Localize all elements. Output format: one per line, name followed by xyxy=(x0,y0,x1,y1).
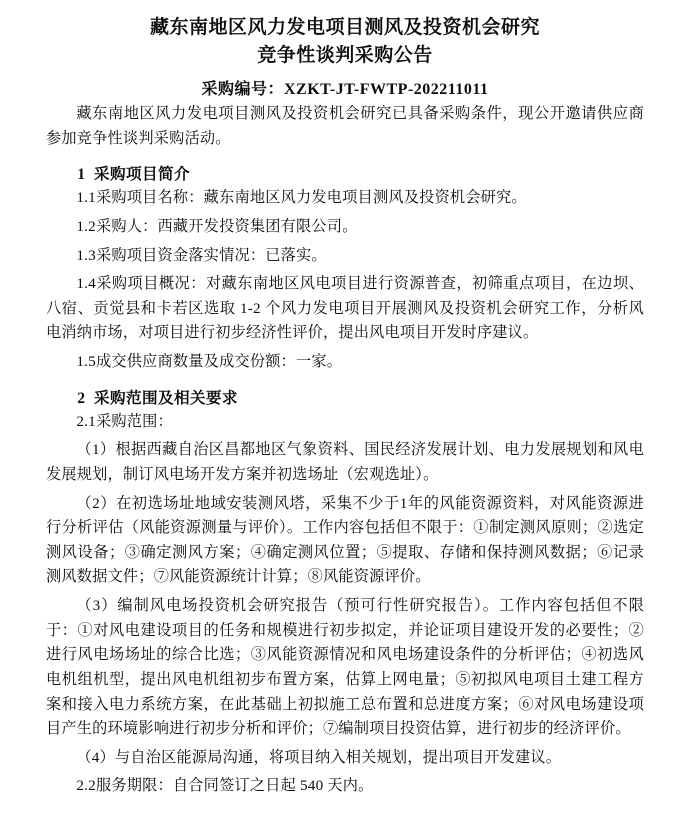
paragraph-2-1: 2.1采购范围： xyxy=(76,412,173,430)
section-heading-2 xyxy=(46,386,644,408)
procurement-number: 采购编号：XZKT-JT-FWTP-202211011 xyxy=(201,81,489,99)
section-1-title: 采购项目简介 xyxy=(93,166,190,184)
title-line-2: 竞争性谈判采购公告 xyxy=(257,44,433,66)
section-2-number: 2 xyxy=(77,389,86,407)
paragraph-2-1-a: （1）根据西藏自治区昌都地区气象资料、国民经济发展计划、电力发展规划和风电发展规划，制订风电场开发方案并初选场址（宏观选址）。 xyxy=(46,441,644,483)
section-1-number: 1 xyxy=(77,166,86,184)
paragraph-2-1-b: （2）在初选场址地域安装测风塔，采集不少于1年的风能资源资料，对风能资源进行分析评估（风能资源测量与评价）。工作内容包括但不限于：①制定测风原则；②选定测风设备；③确定测风方案；④确定测风位置；⑤提取、存储和保持测风数据；⑥记录测风数据文件；⑦风能资源统计计算；⑧风能资源评价。 xyxy=(46,494,644,586)
paragraph-1-5: 1.5成交供应商数量及成交份额：一家。 xyxy=(76,353,343,371)
paragraph-2-2: 2.2服务期限：自合同签订之日起 540 天内。 xyxy=(76,777,374,795)
section-heading-1 xyxy=(46,162,644,184)
section-2-title: 采购范围及相关要求 xyxy=(93,389,238,407)
title-line-1: 藏东南地区风力发电项目测风及投资机会研究 xyxy=(149,17,540,38)
paragraph-1-2: 1.2采购人：西藏开发投资集团有限公司。 xyxy=(76,217,358,235)
paragraph-1-4: 1.4采购项目概况：对藏东南地区风电项目进行资源普查，初筛重点项目，在边坝、八宿、贡觉县和卡若区选取 1-2 个风力发电项目开展测风及投资机会研究工作，分析风电消纳市场，对项目进行初步经济性评价，提出风电项目开发时序建议。 xyxy=(46,275,644,342)
paragraph-1-3: 1.3采购项目资金落实情况：已落实。 xyxy=(76,246,327,264)
intro-paragraph: 藏东南地区风力发电项目测风及投资机会研究已具备采购条件，现公开邀请供应商参加竞争性谈判采购活动。 xyxy=(46,105,644,147)
page-title xyxy=(46,14,644,69)
paragraph-2-1-d: （4）与自治区能源局沟通，将项目纳入相关规划，提出项目开发建议。 xyxy=(76,748,562,766)
paragraph-1-1: 1.1采购项目名称：藏东南地区风力发电项目测风及投资机会研究。 xyxy=(76,189,527,207)
paragraph-2-1-c: （3）编制风电场投资机会研究报告（预可行性研究报告）。工作内容包括但不限于：①对风电建设项目的任务和规模进行初步拟定，并论证项目建设开发的必要性；②进行风电场场址的综合比选；③风能资源情况和风电场建设条件的分析评估；④初选风电机组机型，提出风电机组初步布置方案，估算上网电量；⑤初拟风电项目土建工程方案和接入电力系统方案，在此基础上初拟施工总布置和总进度方案；⑥对风电场建设项目产生的环境影响进行初步分析和评价；⑦编制项目投资估算，进行初步的经济评价。 xyxy=(46,597,644,738)
